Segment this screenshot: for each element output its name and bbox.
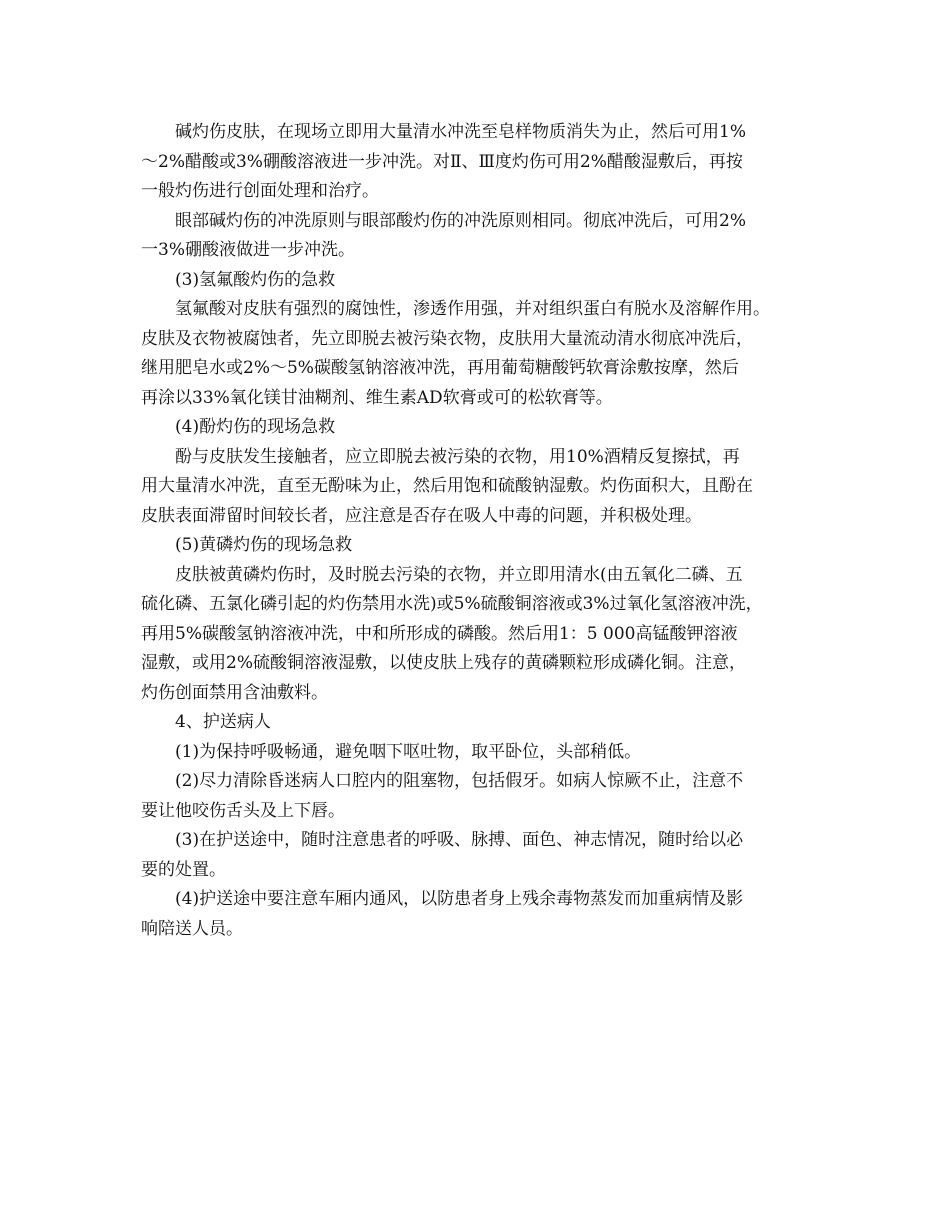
paragraph-yellow-phosphorus: [141, 561, 831, 709]
text-line: (2)尽力清除昏迷病人口腔内的阻塞物，包括假牙。如病人惊厥不止，注意不: [175, 771, 744, 791]
section-heading-transport: [141, 708, 831, 738]
text-line: ～2%醋酸或3%硼酸溶液进一步冲洗。对Ⅱ、Ⅲ度灼伤可用2%醋酸湿敷后，再按: [141, 151, 743, 172]
text-line: 再涂以33%氧化镁甘油糊剂、维生素AD软膏或可的松软膏等。: [141, 387, 613, 408]
paragraph-transport-3: [141, 826, 831, 885]
paragraph-transport-4: [141, 885, 831, 944]
text-line: 继用肥皂水或2%～5%碳酸氢钠溶液冲洗，再用葡萄糖酸钙软膏涂敷按摩，然后: [141, 358, 739, 378]
text-line: 眼部碱灼伤的冲洗原则与眼部酸灼伤的冲洗原则相同。彻底冲洗后，可用2%: [175, 210, 746, 231]
paragraph-alkali-skin: [141, 118, 831, 207]
text-line: 氢氟酸对皮肤有强烈的腐蚀性，渗透作用强，并对组织蛋白有脱水及溶解作用。: [175, 299, 770, 319]
text-line: 再用5%碳酸氢钠溶液冲洗，中和所形成的磷酸。然后用1：5 000高锰酸钾溶液: [141, 623, 738, 644]
text-line: 一3%硼酸液做进一步冲洗。: [141, 240, 355, 260]
heading-text: (4)酚灼伤的现场急救: [175, 417, 336, 437]
text-line: 一般灼伤进行创面处理和治疗。: [141, 181, 379, 201]
text-line: 响陪送人员。: [141, 918, 243, 939]
heading-text: (3)氢氟酸灼伤的急救: [175, 269, 336, 290]
paragraph-transport-2: [141, 767, 831, 826]
text-line: 皮肤被黄磷灼伤时，及时脱去污染的衣物，并立即用清水(由五氧化二磷、五: [175, 564, 743, 585]
text-line: 碱灼伤皮肤，在现场立即用大量清水冲洗至皂样物质消失为止，然后可用1%: [175, 122, 746, 142]
paragraph-hydrofluoric-acid: [141, 295, 831, 413]
text-line: 皮肤表面滞留时间较长者，应注意是否存在吸人中毒的问题，并积极处理。: [141, 505, 702, 526]
heading-text: (5)黄磷灼伤的现场急救: [175, 535, 353, 555]
section-heading-yellow-phosphorus: [141, 531, 831, 561]
text-line: 硫化磷、五氯化磷引起的灼伤禁用水洗)或5%硫酸铜溶液或3%过氧化氢溶液冲洗，: [141, 594, 763, 614]
section-heading-phenol: [141, 413, 831, 443]
text-line: (1)为保持呼吸畅通，避免咽下呕吐物，取平卧位，头部稍低。: [175, 741, 642, 762]
text-line: 用大量清水冲洗，直至无酚味为止，然后用饱和硫酸钠湿敷。灼伤面积大，且酚在: [141, 476, 753, 496]
text-line: (3)在护送途中，随时注意患者的呼吸、脉搏、面色、神志情况，随时给以必: [175, 830, 744, 850]
heading-text: 4、护送病人: [175, 712, 271, 732]
text-line: 酚与皮肤发生接触者，应立即脱去被污染的衣物，用10%酒精反复擦拭，再: [175, 446, 740, 467]
text-line: 灼伤创面禁用含油敷料。: [141, 682, 328, 703]
text-line: 要让他咬伤舌头及上下唇。: [141, 800, 345, 821]
text-line: (4)护送途中要注意车厢内通风，以防患者身上残余毒物蒸发而加重病情及影: [175, 889, 744, 909]
text-line: 要的处置。: [141, 859, 226, 880]
text-line: 湿敷，或用2%硫酸铜溶液湿敷，以使皮肤上残存的黄磷颗粒形成磷化铜。注意，: [141, 653, 746, 673]
document-body: [141, 118, 831, 944]
paragraph-phenol: [141, 443, 831, 532]
text-line: 皮肤及衣物被腐蚀者，先立即脱去被污染衣物，皮肤用大量流动清水彻底冲洗后，: [141, 328, 753, 349]
section-heading-hydrofluoric-acid: [141, 266, 831, 296]
paragraph-alkali-eye: [141, 207, 831, 266]
paragraph-transport-1: [141, 738, 831, 768]
